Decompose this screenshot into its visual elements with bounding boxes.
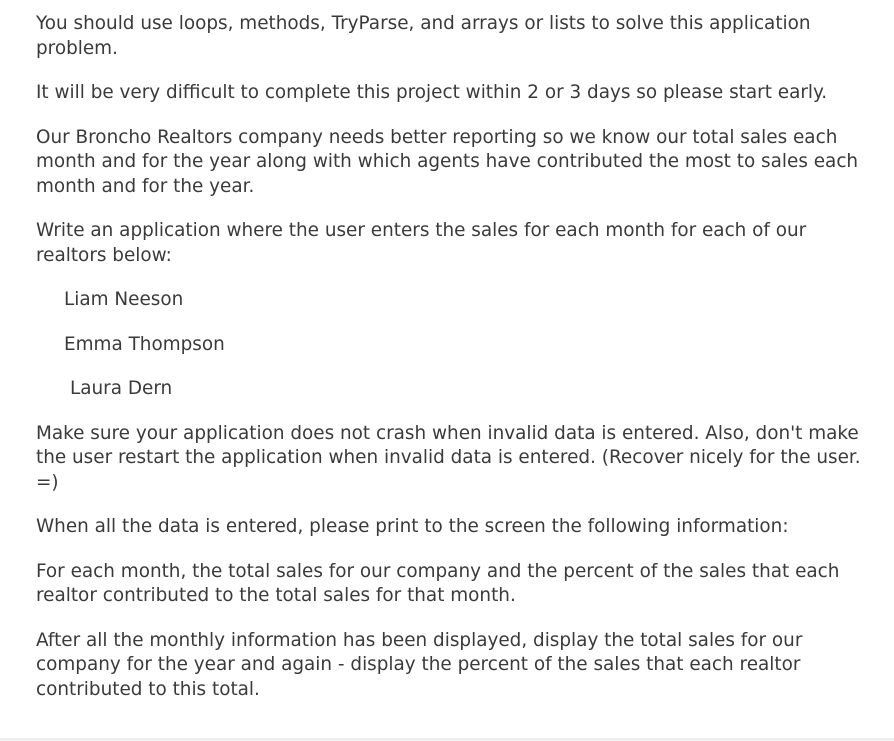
- realtor-name: Liam Neeson: [64, 289, 184, 310]
- no-crash-paragraph: Make sure your application does not crash when invalid data is entered. Also, don't make the user restart the application when invalid data is entered. (Recover nicely for the user. =): [36, 422, 861, 493]
- realtor-name: Emma Thompson: [64, 333, 225, 355]
- after-monthly-paragraph: After all the monthly information has been displayed, display the total sales for our company for the year and again - display the percent of the sales that each realtor contributed to this total.: [36, 629, 803, 700]
- each-month-paragraph: For each month, the total sales for our company and the percent of the sales that each realtor contributed to the total sales for that month.: [36, 560, 840, 606]
- write-app-paragraph: Write an application where the user enters the sales for each month for each of our realtors below:: [36, 220, 807, 266]
- start-early-paragraph: It will be very difficult to complete this project within 2 or 3 days so please start early.: [36, 82, 828, 103]
- realtor-name: Laura Dern: [70, 378, 173, 399]
- intro-paragraph: You should use loops, methods, TryParse, and arrays or lists to solve this application problem.: [36, 13, 811, 59]
- company-need-paragraph: Our Broncho Realtors company needs better reporting so we know our total sales each month and for the year along with which agents have contributed the most to sales each month and for the year.: [36, 126, 859, 197]
- print-info-paragraph: When all the data is entered, please print to the screen the following information:: [36, 516, 789, 537]
